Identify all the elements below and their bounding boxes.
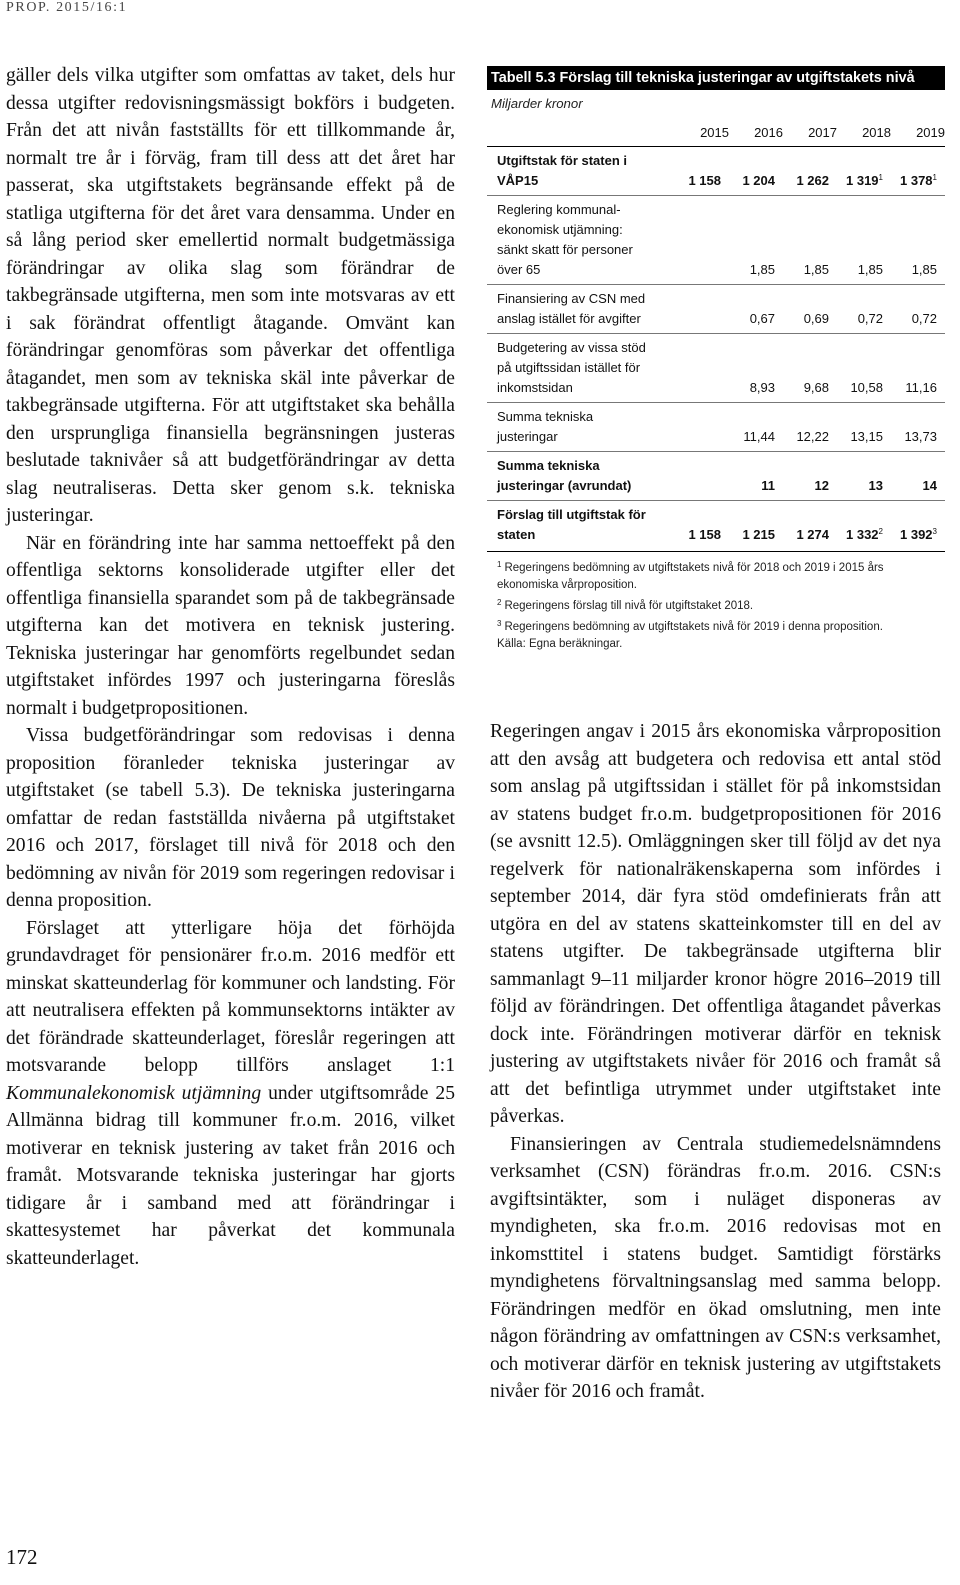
cell-value: 14 [922, 478, 937, 493]
table-body [487, 147, 945, 549]
table-unit: Miljarder kronor [491, 96, 583, 111]
year-header: 2017 [808, 125, 837, 140]
right-column [490, 718, 941, 1406]
table-notes [487, 552, 945, 653]
table-cell [829, 522, 883, 545]
table-cell [883, 522, 937, 545]
cell-value: 1 158 [688, 527, 721, 542]
cell-value: 1 332 [846, 527, 879, 542]
cell-value: 1 319 [846, 173, 879, 188]
table-cell [883, 378, 937, 398]
paragraph-text: Förslaget att ytterligare höja det förhöjda grundavdraget för pensionärer fr.o.m. 2016 medför ett minskat skatteunderlag för kommuner och landsting. För att neutralisera effekten på kommunsektorns intäkter av det förändrade skatteunderlaget, föreslår regeringen att motsvarande belopp tillförs anslaget 1:1 [6, 917, 455, 1076]
footnote-text: Regeringens bedömning av utgiftstakets nivå för 2018 och 2019 i 2015 års ekonomiska vårproposition. [497, 562, 884, 591]
row-label: Summa tekniska justeringar (avrundat) [497, 458, 632, 493]
cell-value: 1,85 [911, 262, 937, 277]
year-header: 2015 [700, 125, 729, 140]
cell-value: 1,85 [803, 262, 829, 277]
cell-value: 10,58 [850, 380, 883, 395]
body-paragraph: Vissa budgetförändringar som redovisas i denna proposition föranleder tekniska justeringar av utgiftstaket (se tabell 5.3). De tekniska justeringarna omfattar de redan fastställda nivåerna på utgiftstaket 2016 och 2017, förslaget till nivå för 2018 och den bedömning av nivån för 2019 som regeringen redovisar i denna proposition. [6, 725, 455, 911]
cell-value: 1 215 [742, 527, 775, 542]
table-cell [721, 309, 775, 329]
table-row [487, 333, 945, 402]
table-cell [829, 260, 883, 280]
row-label: Förslag till utgiftstak för staten [497, 507, 646, 542]
italic-term: Kommunalekonomisk utjämning [6, 1082, 262, 1104]
table-cell [721, 171, 775, 191]
cell-value: 1 158 [688, 173, 721, 188]
table-cell [829, 427, 883, 447]
cell-value: 11,16 [905, 380, 937, 395]
cell-value: 0,72 [857, 311, 883, 326]
table-cell [775, 171, 829, 191]
table-cell [721, 525, 775, 545]
cell-value: 0,69 [803, 311, 829, 326]
table-cell [667, 171, 721, 191]
cell-value: 13 [868, 478, 883, 493]
table-cell [721, 476, 775, 496]
table-cell [775, 525, 829, 545]
table-footnote [497, 615, 941, 636]
table-cell [829, 168, 883, 191]
row-label: Reglering kommunal- ekonomisk utjämning: sänkt skatt för personer över 65 [497, 202, 633, 277]
table-cell [667, 525, 721, 545]
cell-value: 11,44 [743, 429, 775, 444]
row-label: Budgetering av vissa stöd på utgiftssidan istället för inkomstsidan [497, 340, 646, 395]
table-cell [829, 378, 883, 398]
footnote-text: Regeringens bedömning av utgiftstakets nivå för 2019 i denna proposition. [504, 621, 883, 633]
cell-value: 1 262 [796, 173, 829, 188]
body-paragraph: När en förändring inte har samma nettoeffekt på den offentliga sektorns konsoliderade utgifter eller det offentliga finansiella sparandet som på de takbegränsade utgifterna kan det motivera en teknisk justering. Tekniska justeringar har genomförts regelbundet sedan utgiftstaket infördes 1997 och justeringarna föreslås normalt i budgetpropositionen. [6, 532, 455, 719]
cell-value: 11 [761, 478, 775, 493]
footnote-marker: 1 [932, 173, 937, 182]
table-cell [775, 476, 829, 496]
table-cell [829, 476, 883, 496]
table-cell [883, 309, 937, 329]
table-cell [721, 260, 775, 280]
year-header: 2016 [754, 125, 783, 140]
footnote-number: 3 [497, 619, 502, 628]
table-cell [775, 378, 829, 398]
cell-value: 0,72 [911, 311, 937, 326]
table-row [487, 500, 945, 549]
body-paragraph: Finansieringen av Centrala studiemedelsnämndens verksamhet (CSN) förändras fr.o.m. 2016. CSN:s avgiftsintäkter, som i nuläget disponeras av myndigheten, ska fr.o.m. 2016 redovisas mot en inkomsttitel i statens budget. Samtidigt förstärks myndighetens förvaltningsanslag med samma belopp. Förändringen medför en ökad omslutning, men inte någon förändring av omfattningen av CSN:s verksamhet, och motiverar därför en teknisk justering av utgiftstakets nivåer för 2016 och framåt. [490, 1133, 941, 1402]
table-cell [883, 168, 937, 191]
year-header: 2019 [916, 125, 945, 140]
cell-value: 1,85 [749, 262, 775, 277]
table-row [487, 195, 945, 284]
cell-value: 1 274 [796, 527, 829, 542]
paragraph-text: under utgiftsområde 25 Allmänna bidrag till kommuner fr.o.m. 2016, vilket motiverar en teknisk justering av taket från 2016 och framåt. Motsvarande tekniska justeringar har gjorts tidigare år i samband med att förändringar i skattesystemet har påverkat det kommunala skatteunderlaget. [6, 1082, 455, 1269]
footnote-text: Regeringens förslag till nivå för utgiftstaket 2018. [504, 600, 754, 612]
table-header-row [487, 125, 945, 147]
table-cell [883, 476, 937, 496]
cell-value: 13,73 [904, 429, 937, 444]
year-header: 2018 [862, 125, 891, 140]
table-row [487, 451, 945, 500]
table-cell [883, 260, 937, 280]
body-paragraph: Regeringen angav i 2015 års ekonomiska vårproposition att den avsåg att budgetera och redovisa ett antal stöd som anslag på utgiftssidan i stället för på inkomstsidan av statens budget fr.o.m. budgetpropositionen för 2016 (se avsnitt 12.5). Omläggningen sker till följd av det nya regelverk för nationalräkenskaperna som infördes i september 2014, där fyra stöd omdefinierats från att utgöra en del av statens skatteinkomster till en del av statens utgifter. De takbegränsade utgifterna blir sammanlagt 9–11 miljarder kronor högre 2016–2019 till följd av förändringen. Det offentliga åtagandet påverkas dock inte. Förändringen motiverar därför en teknisk justering av utgiftstakets nivåer för 2016 och framåt så att det befintliga utrymmet under utgiftstaket inte påverkas. [490, 721, 941, 1127]
table-footnote [497, 556, 941, 594]
cell-value: 1,85 [857, 262, 883, 277]
table-footnote [497, 636, 941, 653]
table-row [487, 147, 945, 195]
row-label: Utgiftstak för staten i VÅP15 [497, 153, 628, 188]
left-column [6, 62, 455, 1272]
footnote-marker: 1 [878, 173, 883, 182]
table-cell [721, 427, 775, 447]
cell-value: 1 392 [900, 527, 933, 542]
cell-value: 0,67 [749, 311, 775, 326]
footnote-text: Källa: Egna beräkningar. [497, 638, 623, 650]
footnote-marker: 3 [932, 527, 937, 536]
body-paragraph: gäller dels vilka utgifter som omfattas av taket, dels hur dessa utgifter redovisningsmässigt bokförs i budgeten. Från det att nivån fastställts för ett tillkommande år, normalt tre år i förväg, fram till dess att det året har passerat, ska utgiftstakets begränsande effekt på de statliga utgifterna för det året vara densamma. Under en så lång period sker emellertid normalt budgetmässiga förändringar av olika slag som förändrar de takbegränsade utgifterna, men som inte motsvaras av ett i sak förändrat offentligt åtagande. Omvänt kan förändringar genomföras som påverkar det offentliga åtagandet, men som av tekniska skäl inte påverkar de takbegränsade utgifterna. För att utgiftstaket ska behålla den ursprungliga finansiella begränsningen justeras beslutade taknivåer så att budgetförändringar av detta slag neutraliseras. Detta sker genom s.k. tekniska justeringar. [6, 65, 455, 526]
cell-value: 1 378 [900, 173, 933, 188]
cell-value: 1 204 [742, 173, 775, 188]
cell-value: 9,68 [803, 380, 829, 395]
footnote-number: 2 [497, 598, 502, 607]
footnote-number: 1 [497, 560, 502, 569]
running-head: PROP. 2015/16:1 [6, 0, 128, 15]
cell-value: 12,22 [796, 429, 829, 444]
table-cell [775, 260, 829, 280]
cell-value: 13,15 [850, 429, 883, 444]
cell-value: 12 [814, 478, 829, 493]
table-cell [775, 427, 829, 447]
row-label: Summa tekniska justeringar [497, 409, 594, 444]
table-title: Tabell 5.3 Förslag till tekniska justeringar av utgiftstakets nivå [487, 66, 945, 90]
cell-value: 8,93 [749, 380, 775, 395]
table-row [487, 402, 945, 451]
footnote-marker: 2 [878, 527, 883, 536]
table-row [487, 284, 945, 333]
table-cell [775, 309, 829, 329]
body-paragraph [6, 915, 455, 1273]
table-cell [721, 378, 775, 398]
row-label: Finansiering av CSN med anslag istället för avgifter [497, 291, 646, 326]
table-footnote [497, 594, 941, 615]
table-5-3 [487, 66, 945, 653]
table-cell [829, 309, 883, 329]
table-cell [883, 427, 937, 447]
page-number: 172 [6, 1545, 38, 1569]
